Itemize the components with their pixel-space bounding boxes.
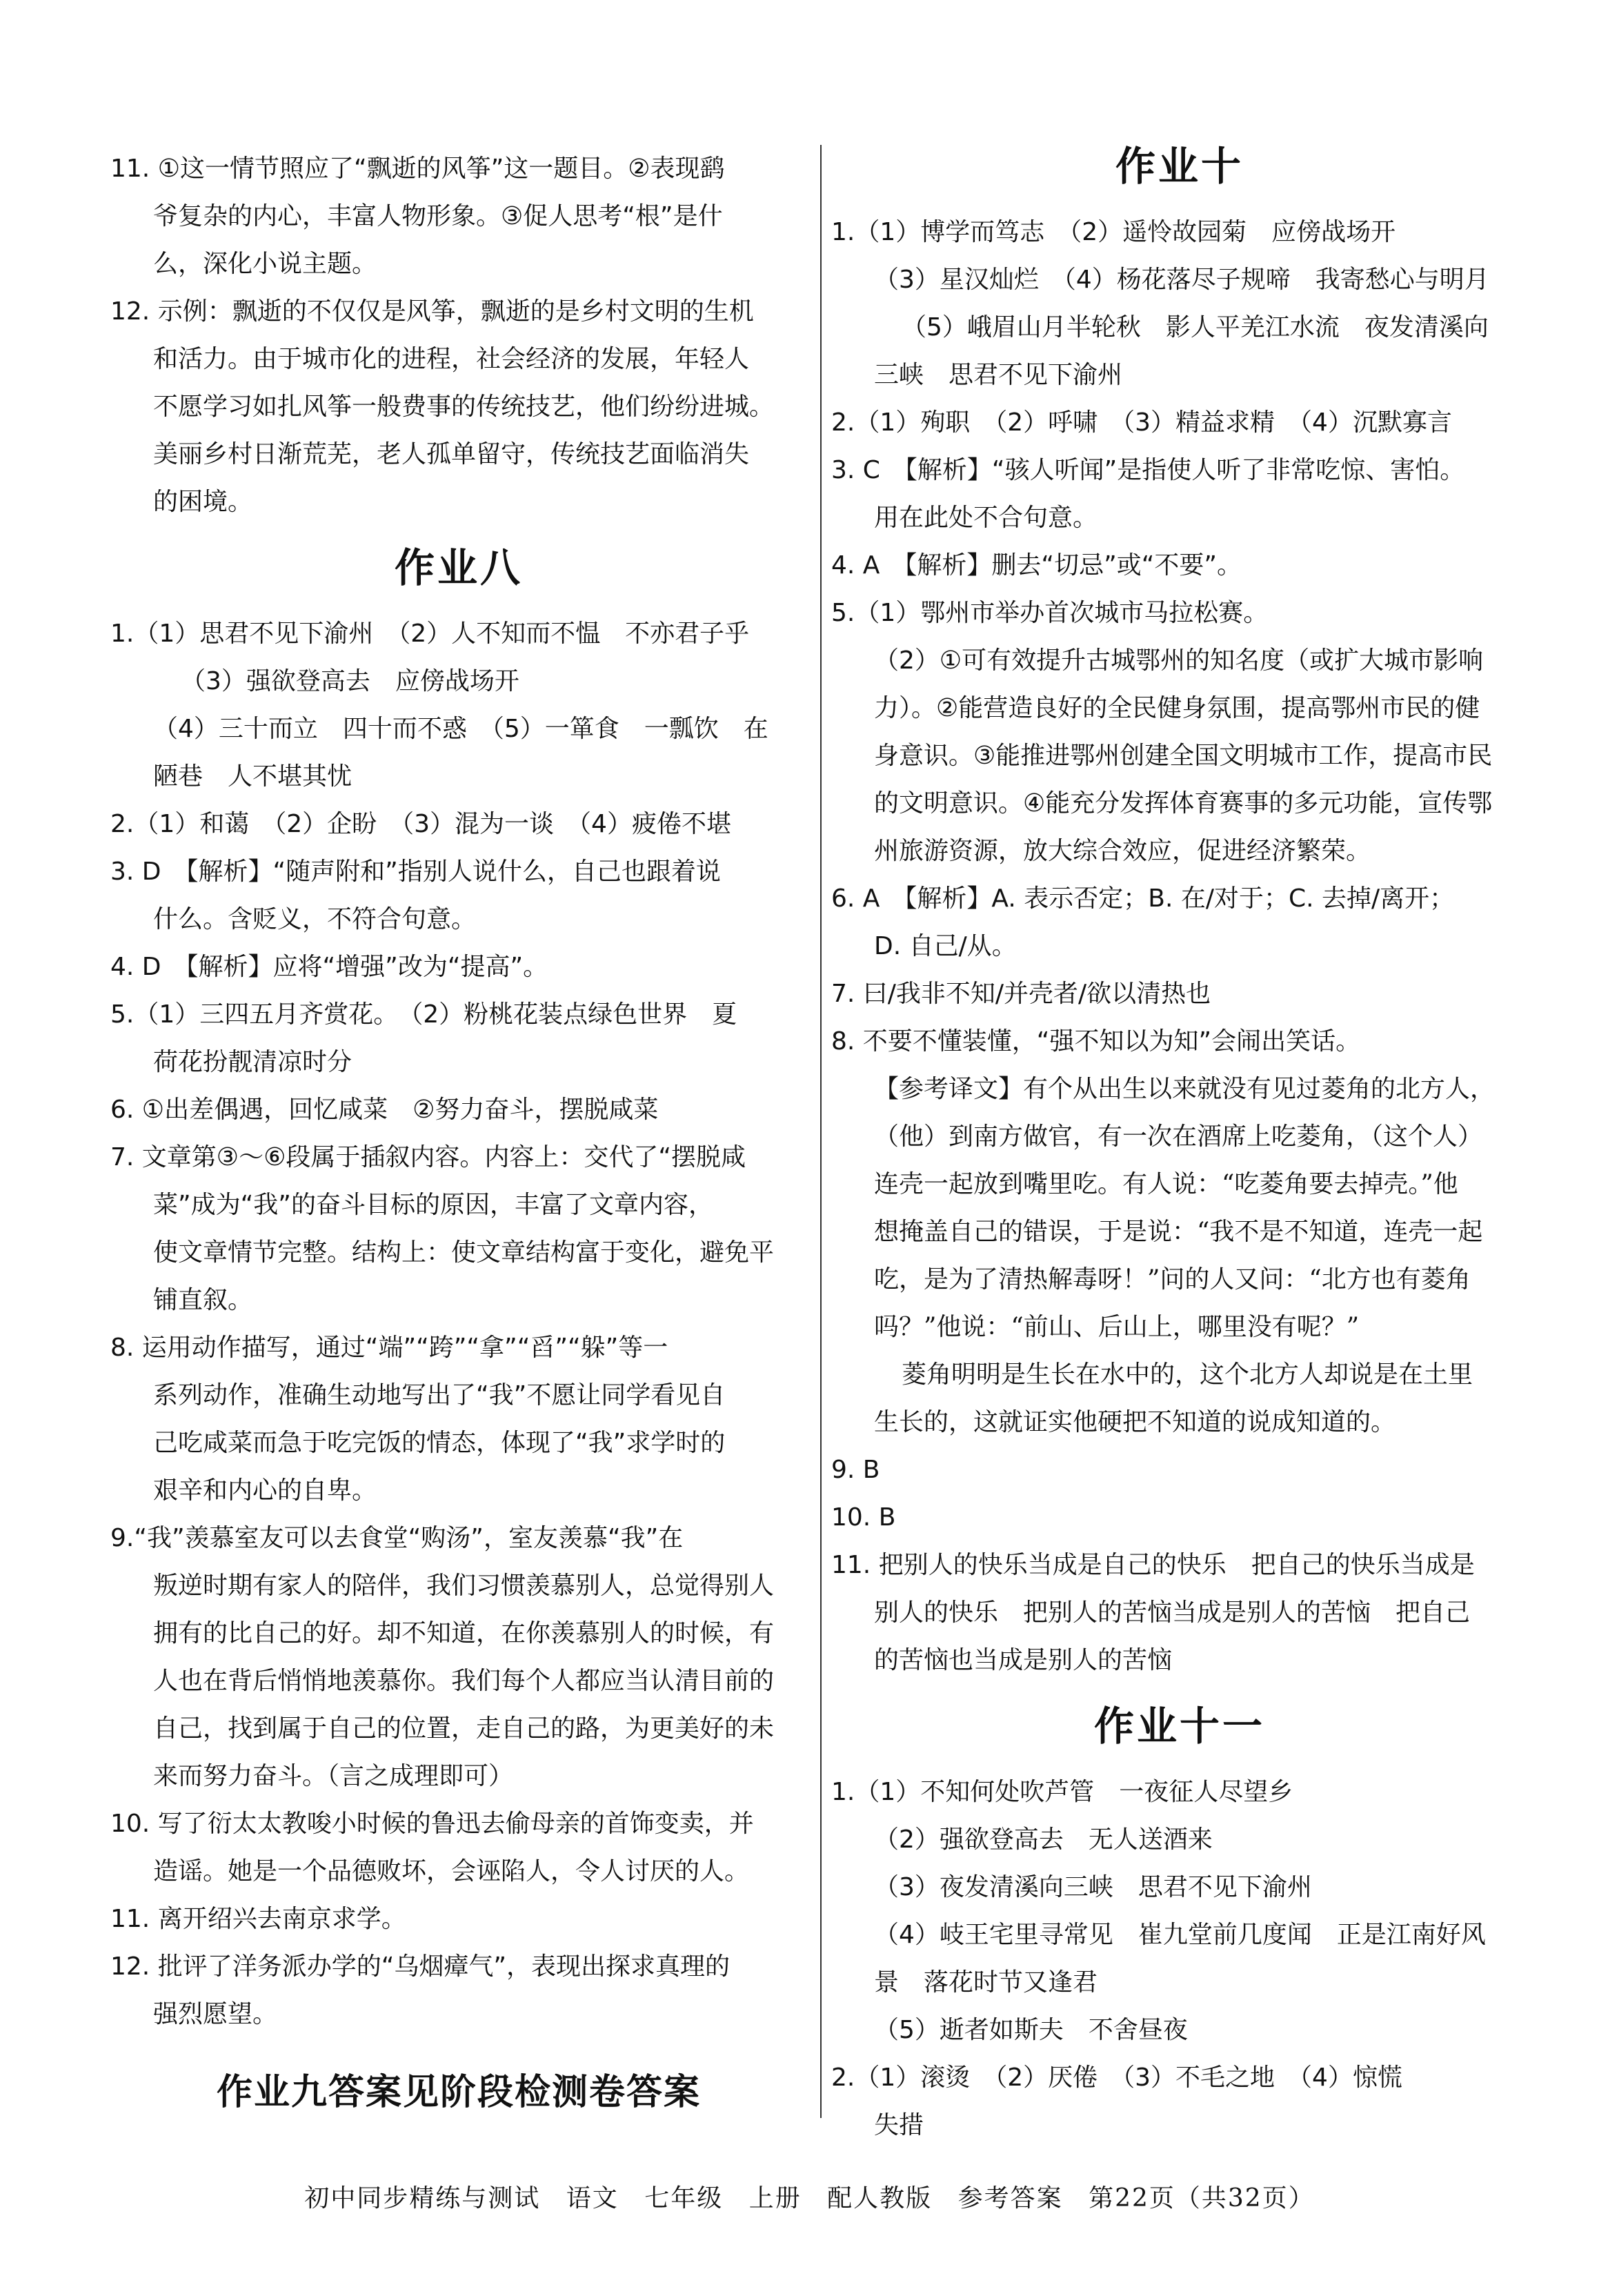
answer-line: D. 自己/从。 <box>874 932 1017 960</box>
answer-line: （3）夜发清溪向三峡 思君不见下渝州 <box>874 1873 1312 1901</box>
answer-line: 4. D 【解析】应将“增强”改为“提高”。 <box>110 953 548 981</box>
answer-line: 10. B <box>831 1503 896 1532</box>
answer-line: 11. 离开绍兴去南京求学。 <box>110 1905 406 1933</box>
answer-line: 什么。含贬义，不符合句意。 <box>153 905 477 933</box>
answer-line: （5）逝者如斯夫 不舍昼夜 <box>874 2016 1188 2044</box>
answer-line: 自己，找到属于自己的位置，走自己的路，为更美好的未 <box>153 1714 775 1743</box>
right-column <box>831 145 1528 2149</box>
answer-line: 5.（1）三四五月齐赏花。 （2）粉桃花装点绿色世界 夏 <box>110 1000 737 1029</box>
answer-line: 12. 示例：飘逝的不仅仅是风筝，飘逝的是乡村文明的生机 <box>110 297 754 326</box>
answer-line: 5.（1）鄂州市举办首次城市马拉松赛。 <box>831 599 1269 627</box>
answer-line: 吃，是为了清热解毒呀！”问的人又问：“北方也有菱角 <box>874 1265 1471 1294</box>
answer-line: 陋巷 人不堪其忧 <box>153 762 352 791</box>
answer-line: 7. 文章第③～⑥段属于插叙内容。内容上：交代了“摆脱咸 <box>110 1143 746 1171</box>
answer-line: 菱角明明是生长在水中的，这个北方人却说是在土里 <box>902 1360 1473 1389</box>
answer-line: 菜”成为“我”的奋斗目标的原因，丰富了文章内容， <box>153 1191 713 1219</box>
footer-subject: 语文 <box>566 2184 619 2213</box>
answer-line: 拥有的比自己的好。却不知道，在你羡慕别人的时候，有 <box>153 1619 775 1647</box>
answer-line: （4）岐王宅里寻常见 崔九堂前几度闻 正是江南好风 <box>874 1921 1486 1949</box>
answers-homework-7-tail <box>110 145 807 526</box>
answer-line: 系列动作，准确生动地写出了“我”不愿让同学看见自 <box>153 1381 726 1409</box>
answer-line: 造谣。她是一个品德败坏，会诬陷人，令人讨厌的人。 <box>153 1857 750 1886</box>
answer-line: （2）强欲登高去 无人送酒来 <box>874 1825 1213 1854</box>
answer-line: 不愿学习如扎风筝一般费事的传统技艺，他们纷纷进城。 <box>153 393 775 421</box>
answer-line: 1.（1）博学而笃志 （2）遥怜故园菊 应傍战场开 <box>831 218 1396 246</box>
answer-line: 景 落花时节又逢君 <box>874 1968 1098 1997</box>
answers-homework-11 <box>831 1768 1528 2149</box>
answer-line: 9. B <box>831 1456 880 1484</box>
answer-line: 用在此处不合句意。 <box>874 504 1098 532</box>
answer-line: 艰辛和内心的自卑。 <box>153 1476 377 1505</box>
footer-page-number: 第22页（共32页） <box>1089 2184 1315 2213</box>
answers-homework-10 <box>831 208 1528 1684</box>
answer-line: （5）峨眉山月半轮秋 影人平羌江水流 夜发清溪向 <box>902 313 1489 342</box>
answer-line: 己吃咸菜而急于吃完饭的情态，体现了“我”求学时的 <box>153 1429 726 1457</box>
answer-line: 10. 写了衍太太教唆小时候的鲁迅去偷母亲的首饰变卖，并 <box>110 1810 754 1838</box>
answer-line: 叛逆时期有家人的陪伴，我们习惯羡慕别人，总觉得别人 <box>153 1572 775 1600</box>
answer-line: 7. 曰/我非不知/并壳者/欲以清热也 <box>831 980 1211 1008</box>
answer-line: 2.（1）和蔼 （2）企盼 （3）混为一谈 （4）疲倦不堪 <box>110 810 731 838</box>
footer-series: 初中同步精练与测试 <box>304 2184 541 2213</box>
answer-line: 身意识。③能推进鄂州创建全国文明城市工作，提高市民 <box>874 742 1493 770</box>
answer-line: 的困境。 <box>153 488 253 516</box>
section-title-homework-11: 作业十一 <box>1093 1703 1265 1750</box>
answer-line: （2）①可有效提升古城鄂州的知名度（或扩大城市影响 <box>874 646 1484 675</box>
answer-line: 强烈愿望。 <box>153 2000 278 2028</box>
footer-section: 参考答案 <box>957 2184 1063 2213</box>
answer-line: 想掩盖自己的错误，于是说：“我不是不知道，连壳一起 <box>874 1218 1483 1246</box>
answer-line: 人也在背后悄悄地羡慕你。我们每个人都应当认清目前的 <box>153 1667 775 1695</box>
answer-line: 爷复杂的内心，丰富人物形象。③促人思考“根”是什 <box>153 202 723 230</box>
answer-line: 美丽乡村日渐荒芜，老人孤单留守，传统技艺面临消失 <box>153 440 750 468</box>
answer-line: 6. A 【解析】A. 表示否定；B. 在/对于；C. 去掉/离开； <box>831 884 1455 913</box>
section-title-homework-8: 作业八 <box>394 544 523 591</box>
footer-volume: 上册 <box>748 2184 802 2213</box>
answer-line: 生长的，这就证实他硬把不知道的说成知道的。 <box>874 1408 1396 1436</box>
answer-line: 和活力。由于城市化的进程，社会经济的发展，年轻人 <box>153 345 750 373</box>
answer-line: 1.（1）不知何处吹芦管 一夜征人尽望乡 <box>831 1778 1293 1806</box>
answer-line: （3）星汉灿烂 （4）杨花落尽子规啼 我寄愁心与明月 <box>874 266 1489 294</box>
answer-line: 别人的快乐 把别人的苦恼当成是别人的苦恼 把自己 <box>874 1599 1471 1627</box>
answer-line: 的苦恼也当成是别人的苦恼 <box>874 1646 1173 1674</box>
answer-line: 荷花扮靓清凉时分 <box>153 1048 352 1076</box>
answers-homework-8 <box>110 610 807 2038</box>
page-footer <box>0 2179 1619 2214</box>
answer-line: 11. ①这一情节照应了“飘逝的风筝”这一题目。②表现鹞 <box>110 155 725 183</box>
section-title-homework-9: 作业九答案见阶段检测卷答案 <box>216 2072 701 2113</box>
answer-line: 么，深化小说主题。 <box>153 250 377 278</box>
answer-line: 12. 批评了洋务派办学的“乌烟瘴气”，表现出探求真理的 <box>110 1952 730 1981</box>
answer-line: 2.（1）滚烫 （2）厌倦 （3）不毛之地 （4）惊慌 <box>831 2064 1402 2092</box>
answer-line: 连壳一起放到嘴里吃。有人说：“吃菱角要去掉壳。”他 <box>874 1170 1458 1198</box>
answer-line: 6. ①出差偶遇，回忆咸菜 ②努力奋斗，摆脱咸菜 <box>110 1096 659 1124</box>
answer-line: 的文明意识。④能充分发挥体育赛事的多元功能，宣传鄂 <box>874 789 1493 818</box>
answer-line: 3. D 【解析】“随声附和”指别人说什么，自己也跟着说 <box>110 858 721 886</box>
answer-line: 失措 <box>874 2111 924 2139</box>
answer-line: 使文章情节完整。结构上：使文章结构富于变化，避免平 <box>153 1238 775 1267</box>
answer-line: 3. C 【解析】“骇人听闻”是指使人听了非常吃惊、害怕。 <box>831 456 1465 484</box>
answer-line: 11. 把别人的快乐当成是自己的快乐 把自己的快乐当成是 <box>831 1551 1475 1579</box>
left-column <box>110 145 807 2135</box>
answer-line: 1.（1）思君不见下渝州 （2）人不知而不愠 不亦君子乎 <box>110 620 750 648</box>
footer-edition: 配人教版 <box>827 2184 933 2213</box>
answer-line: 8. 运用动作描写，通过“端”“跨”“拿”“舀”“躲”等一 <box>110 1334 668 1362</box>
column-divider <box>820 145 822 2118</box>
answer-line: 吗？”他说：“前山、后山上，哪里没有呢？” <box>874 1313 1360 1341</box>
answer-line: 来而努力奋斗。（言之成理即可） <box>153 1762 514 1790</box>
footer-grade: 七年级 <box>644 2184 724 2213</box>
answer-line: 2.（1）殉职 （2）呼啸 （3）精益求精 （4）沉默寡言 <box>831 408 1452 437</box>
answer-line: 铺直叙。 <box>153 1286 253 1314</box>
answer-line: 【参考译文】有个从出生以来就没有见过菱角的北方人， <box>874 1075 1496 1103</box>
answer-line: 三峡 思君不见下渝州 <box>874 361 1123 389</box>
answer-line: （他）到南方做官，有一次在酒席上吃菱角，（这个人） <box>874 1122 1483 1151</box>
answer-line: 9.“我”羡慕室友可以去食堂“购汤”，室友羡慕“我”在 <box>110 1524 684 1552</box>
answer-line: （4）三十而立 四十而不惑 （5）一箪食 一瓢饮 在 <box>153 715 768 743</box>
answer-line: 4. A 【解析】删去“切忌”或“不要”。 <box>831 551 1242 580</box>
section-title-homework-10: 作业十 <box>1115 143 1244 190</box>
answer-line: 力）。②能营造良好的全民健身氛围，提高鄂州市民的健 <box>874 694 1480 722</box>
answer-line: 州旅游资源，放大综合效应，促进经济繁荣。 <box>874 837 1371 865</box>
answer-line: 8. 不要不懂装懂，“强不知以为知”会闹出笑话。 <box>831 1027 1361 1056</box>
answer-line: （3）强欲登高去 应傍战场开 <box>181 667 519 695</box>
